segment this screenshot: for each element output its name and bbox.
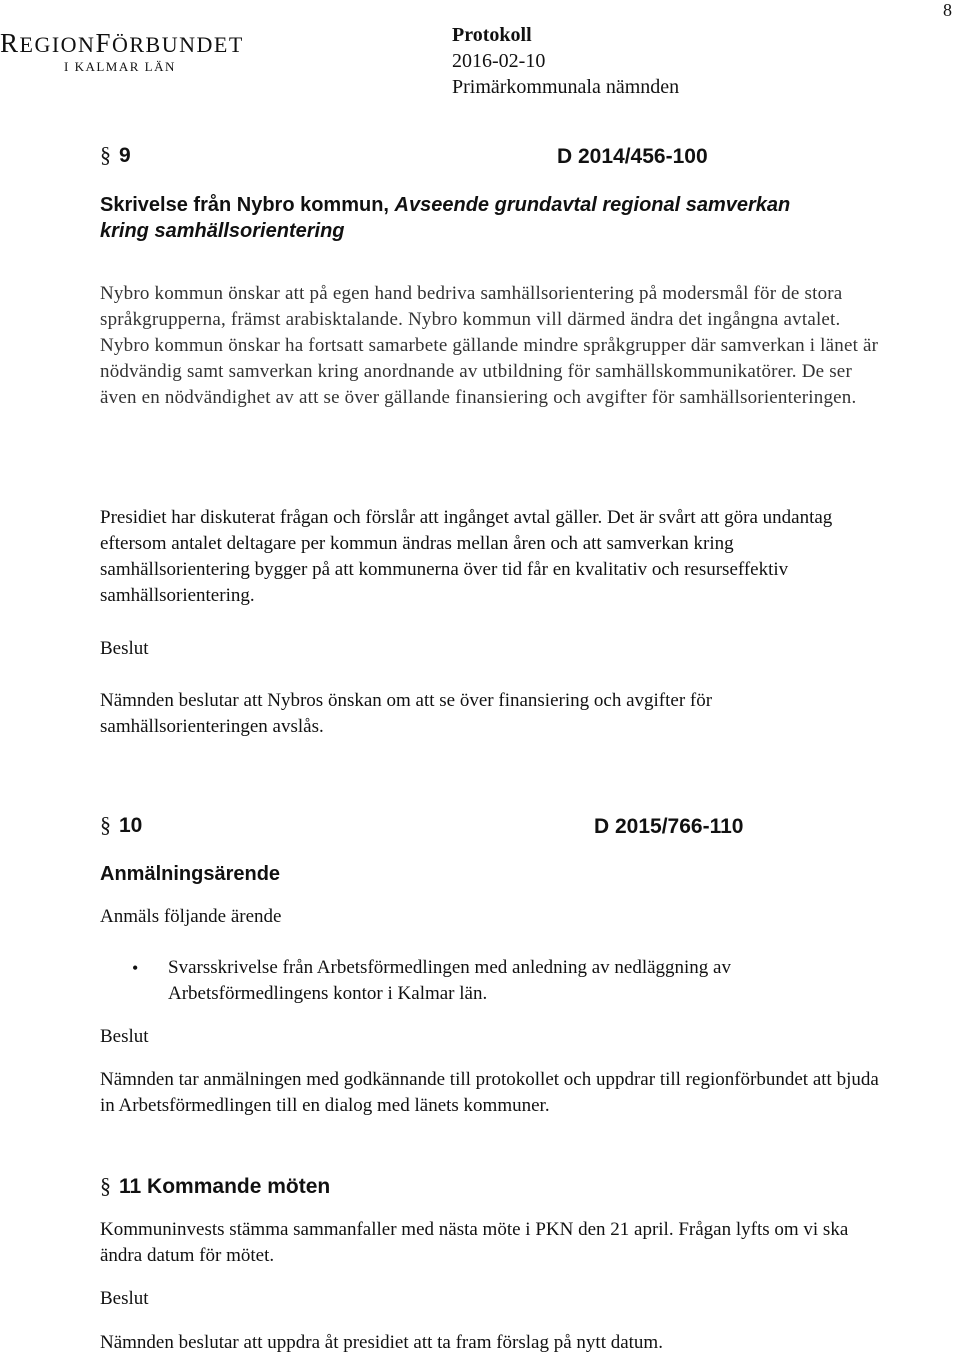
bullet-icon: • [132,958,139,978]
logo-wordmark: REGIONFÖRBUNDET [0,28,244,58]
section-9-decision: Nämnden beslutar att Nybros önskan om att se över finansiering och avgifter för samhällsorienteringen avslås. [100,690,713,737]
section-title: Kommande möten [147,1175,331,1198]
section-9-paragraph-1: Nybro kommun önskar att på egen hand bedriva samhällsorientering på modersmål för de stora språkgrupperna, främst arabisktalande. Nybro kommun vill därmed ändra det ingångna avtalet. Nybro kommun önskar ha fortsatt samarbete gällande mindre språkgrupper där samverkan i länet är nödvändig samt samverkan kring anordnande av utbildning för samhällskommunikatörer. De ser även en nödvändighet av att se över gällande finansiering och avgifter för samhällsorienteringen. [100,283,879,408]
section-10-beslut-label: Beslut [100,1026,149,1047]
section-11-paragraph: Kommuninvests stämma sammanfaller med nästa möte i PKN den 21 april. Frågan lyfts om vi ska ändra datum för mötet. [100,1219,849,1266]
section-number: 10 [119,814,143,837]
section-mark: § [100,142,111,167]
document-date: 2016-02-10 [452,50,546,72]
section-11-decision: Nämnden beslutar att uppdra åt presidiet att ta fram förslag på nytt datum. [100,1332,663,1353]
document-type: Protokoll [452,24,532,46]
section-9-heading [100,142,131,168]
section-9-paragraph-2: Presidiet har diskuterat frågan och förslår att ingånget avtal gäller. Det är svårt att göra undantag eftersom antalet deltagare per kommun ändras mellan åren och att samverkan kring samhällsorientering bygger på att kommunerna över tid får en kvalitativ och resurseffektiv samhällsorientering. [100,507,833,606]
section-10-subject: Anmälningsärende [100,863,281,885]
section-11-heading [100,1173,330,1199]
section-mark: § [100,1173,111,1198]
section-10-reference: D 2015/766-110 [594,815,744,838]
section-10-heading [100,812,142,838]
document-header [452,22,679,100]
logo-subtitle: I KALMAR LÄN [64,59,176,74]
section-10-intro: Anmäls följande ärende [100,906,282,927]
regionforbundet-logo [0,28,244,75]
list-item: • Svarsskrivelse från Arbetsförmedlingen med anledning av nedläggning av Arbetsförmedlingens kontor i Kalmar län. [132,957,731,1004]
committee-name: Primärkommunala nämnden [452,76,680,98]
section-9-subject: Skrivelse från Nybro kommun, Avseende grundavtal regional samverkan kring samhällsorientering [100,194,791,242]
section-mark: § [100,812,111,837]
section-10-item-list [100,955,868,1007]
section-9-reference: D 2014/456-100 [557,145,708,168]
section-11-beslut-label: Beslut [100,1288,149,1309]
section-number: 11 [119,1175,142,1198]
section-number: 9 [119,144,131,167]
section-10-decision: Nämnden tar anmälningen med godkännande till protokollet och uppdrar till regionförbundet att bjuda in Arbetsförmedlingen till en dialog med länets kommuner. [100,1069,879,1116]
page-number: 8 [943,0,952,20]
section-9-beslut-label: Beslut [100,638,149,659]
